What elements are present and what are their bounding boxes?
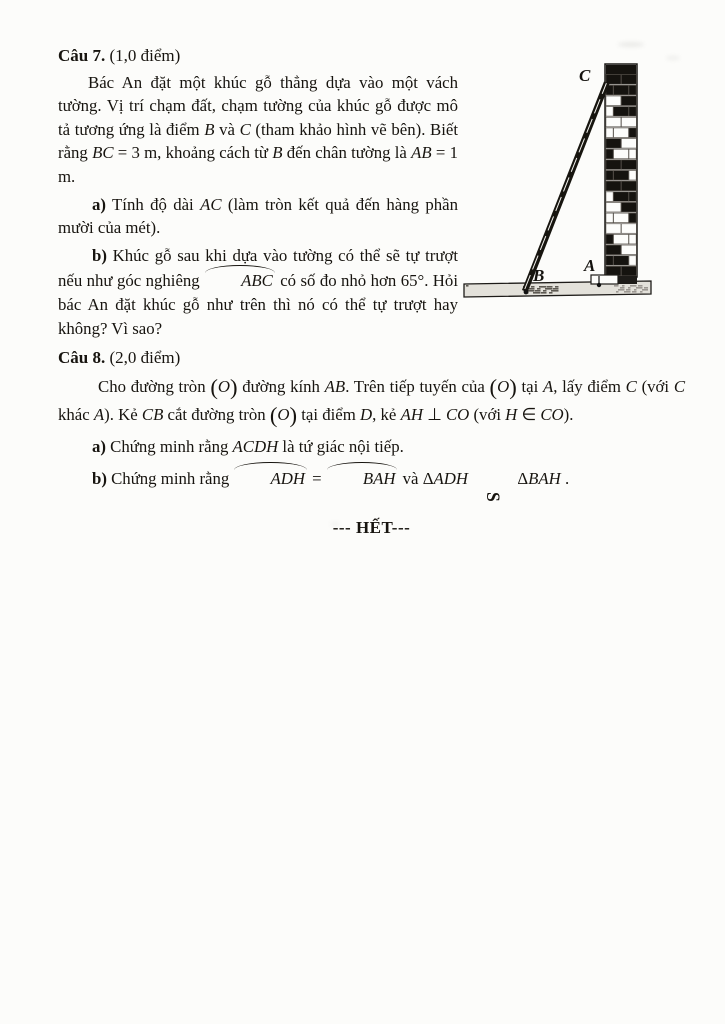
- point-b-label: B: [533, 266, 545, 285]
- wall-base-brick: [618, 276, 637, 284]
- question-8-heading: Câu 8. (2,0 điểm): [58, 348, 181, 368]
- figure-svg: [460, 54, 660, 304]
- end-of-exam-label: --- HẾT---: [332, 517, 411, 537]
- question-8-statement: Cho đường tròn (O) đường kính AB. Trên tiếp tuyến của (O) tại A, lấy điểm C (với C khác A). Kẻ CB cắt đường tròn (O) tại điểm D, kẻ AH ⊥ CO (với H ∈ CO).: [58, 373, 686, 428]
- question-8-part-b: b) Chứng minh rằng ADH = BAH và ΔADHSΔBAH .: [58, 464, 685, 492]
- wall-base-step: [591, 275, 618, 284]
- question-7-part-a: a) Tính độ dài AC (làm tròn kết quả đến hàng phần mười của mét).: [58, 194, 458, 238]
- scan-artifact: [618, 42, 644, 47]
- question-7-part-b: b) Khúc gỗ sau khi dựa vào tường có thể sẽ tự trượt nếu như góc nghiêng ABC có số đo nhỏ hơn 65°. Hỏi bác An đặt khúc gỗ như trên thì nó có thể tự trượt hay không? Vì sao?: [58, 245, 458, 338]
- brick-pattern: [606, 65, 637, 276]
- scan-artifact: [666, 56, 680, 60]
- point-a-label: A: [584, 256, 596, 275]
- leaning-plank-figure: [460, 54, 660, 304]
- point-b-dot: [524, 290, 529, 295]
- scan-artifact: [330, 522, 340, 526]
- point-a-dot: [597, 283, 601, 287]
- question-8: [58, 346, 686, 502]
- question-7-statement: Bác An đặt một khúc gỗ thẳng dựa vào một vách tường. Vị trí chạm đất, chạm tường của khúc gỗ được mô tả tương ứng là điểm B và C (tham khảo hình vẽ bên). Biết rằng BC = 3 m, khoảng cách từ B đến chân tường là AB = 1 m.: [58, 72, 458, 186]
- question-8-part-a: a) Chứng minh rằng ACDH là tứ giác nội tiếp.: [92, 436, 404, 456]
- point-c-label: C: [579, 66, 591, 85]
- question-7-heading: Câu 7. (1,0 điểm): [58, 46, 181, 65]
